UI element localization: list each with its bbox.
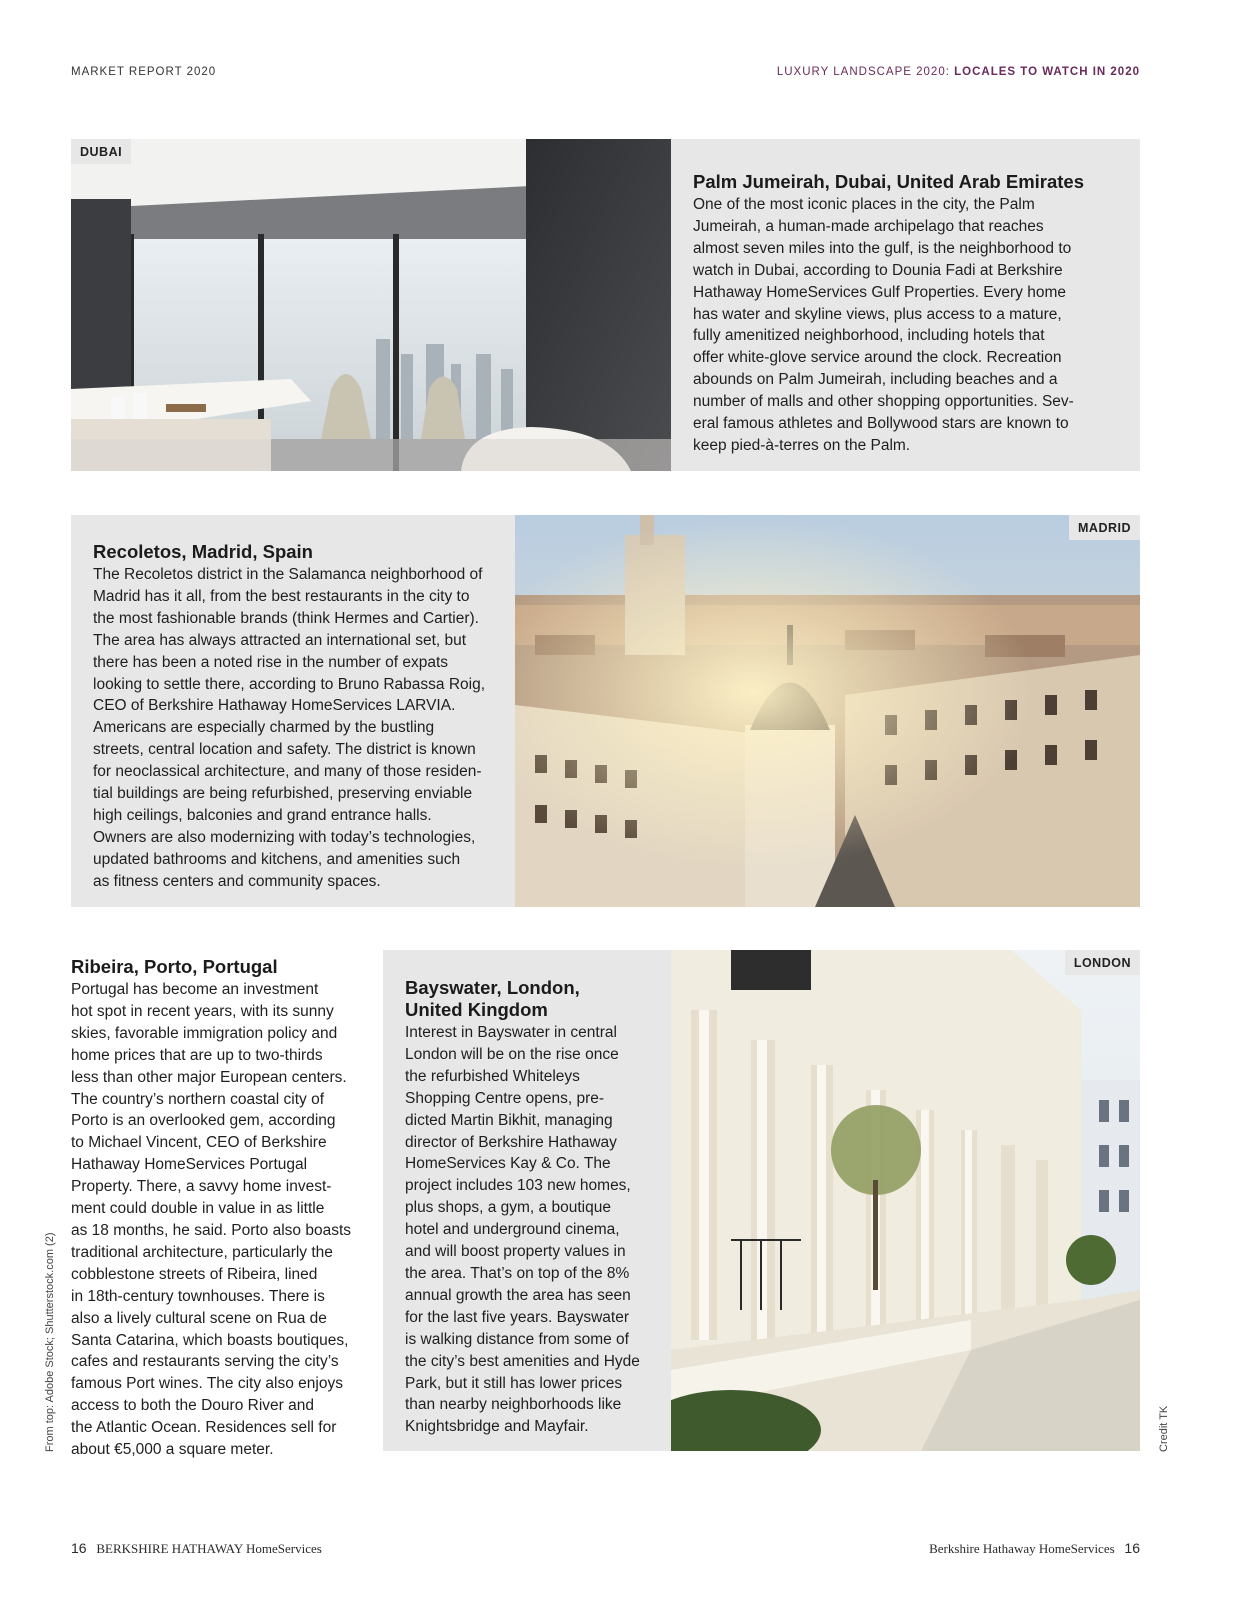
running-header-left: MARKET REPORT 2020 <box>71 66 217 78</box>
dubai-line: fully amenitized neighborhood, including hotels that <box>693 327 1045 345</box>
porto-line: in 18th-century townhouses. There is <box>71 1287 325 1305</box>
madrid-line: high ceilings, balconies and grand entrance halls. <box>93 806 432 824</box>
madrid-line: Americans are especially charmed by the bustling <box>93 719 435 737</box>
porto-line: Hathaway HomeServices Portugal <box>71 1156 308 1174</box>
dubai-line: watch in Dubai, according to Dounia Fadi at Berkshire <box>693 261 1063 279</box>
london-line: director of Berkshire Hathaway <box>405 1133 617 1151</box>
madrid-location-label: MADRID <box>1069 515 1140 540</box>
london-line: project includes 103 new homes, <box>405 1177 631 1195</box>
london-body <box>405 1022 640 1438</box>
madrid-title: Recoletos, Madrid, Spain <box>93 541 313 562</box>
london-title-line: Bayswater, London, <box>405 977 580 998</box>
london-line: the city’s best amenities and Hyde <box>405 1352 640 1370</box>
madrid-line: updated bathrooms and kitchens, and amenities such <box>93 850 461 868</box>
london-line: Interest in Bayswater in central <box>405 1024 617 1041</box>
london-line: dicted Martin Bikhit, managing <box>405 1111 613 1129</box>
london-line: the refurbished Whiteleys <box>405 1067 580 1085</box>
dubai-line: offer white-glove service around the clock. Recreation <box>693 349 1062 367</box>
dubai-line: has water and skyline views, plus access to a mature, <box>693 305 1062 323</box>
madrid-line: the most fashionable brands (think Hermes and Cartier). <box>93 609 479 627</box>
london-line: than nearby neighborhoods like <box>405 1396 622 1414</box>
porto-line: access to both the Douro River and <box>71 1397 314 1415</box>
porto-line: The country’s northern coastal city of <box>71 1090 325 1108</box>
madrid-line: there has been a noted rise in the number of expats <box>93 653 449 671</box>
dubai-line: almost seven miles into the gulf, is the neighborhood to <box>693 239 1072 257</box>
dubai-line: One of the most iconic places in the city, the Palm <box>693 196 1035 213</box>
porto-line: hot spot in recent years, with its sunny <box>71 1002 334 1020</box>
porto-line: cafes and restaurants serving the city’s <box>71 1353 339 1371</box>
dubai-body <box>693 194 1074 457</box>
madrid-line: The Recoletos district in the Salamanca neighborhood of <box>93 566 483 583</box>
photo-credit-right: Credit TK <box>1158 1405 1170 1452</box>
london-title <box>405 977 580 1021</box>
dubai-line: Jumeirah, a human-made archipelago that reaches <box>693 217 1044 235</box>
porto-line: ment could double in value in as little <box>71 1200 325 1218</box>
london-line: HomeServices Kay & Co. The <box>405 1155 611 1173</box>
porto-line: home prices that are up to two-thirds <box>71 1046 323 1064</box>
london-line: the area. That’s on top of the 8% <box>405 1264 630 1282</box>
porto-line: Porto is an overlooked gem, according <box>71 1112 336 1130</box>
madrid-line: The area has always attracted an international set, but <box>93 631 467 649</box>
madrid-line: Owners are also modernizing with today’s technologies, <box>93 828 476 846</box>
porto-line: Portugal has become an investment <box>71 981 319 998</box>
dubai-line: keep pied-à-terres on the Palm. <box>693 436 911 454</box>
london-line: London will be on the rise once <box>405 1045 619 1063</box>
dubai-line: abounds on Palm Jumeirah, including beaches and a <box>693 371 1058 389</box>
header-right-prefix: LUXURY LANDSCAPE 2020: <box>776 66 955 78</box>
porto-line: Property. There, a savvy home invest- <box>71 1178 332 1196</box>
porto-line: skies, favorable immigration policy and <box>71 1024 338 1042</box>
london-photo <box>671 950 1140 1451</box>
london-line: Park, but it still has lower prices <box>405 1374 623 1392</box>
porto-line: famous Port wines. The city also enjoys <box>71 1375 343 1393</box>
page-number-right: 16 <box>1124 1540 1140 1556</box>
dubai-line: Hathaway HomeServices Gulf Properties. Every home <box>693 283 1067 301</box>
porto-line: Santa Catarina, which boasts boutiques, <box>71 1331 349 1349</box>
london-line: hotel and underground cinema, <box>405 1221 620 1239</box>
porto-line: as 18 months, he said. Porto also boasts <box>71 1221 352 1239</box>
london-line: plus shops, a gym, a boutique <box>405 1199 611 1217</box>
porto-line: about €5,000 a square meter. <box>71 1441 274 1459</box>
dubai-line: number of malls and other shopping opportunities. Sev- <box>693 393 1074 411</box>
madrid-line: CEO of Berkshire Hathaway HomeServices LARVIA. <box>93 697 456 715</box>
london-line: for the last five years. Bayswater <box>405 1308 629 1326</box>
london-line: and will boost property values in <box>405 1243 626 1261</box>
footer-left <box>71 1540 322 1557</box>
running-header-right <box>777 66 1140 78</box>
london-line: is walking distance from some of <box>405 1330 629 1348</box>
madrid-line: streets, central location and safety. The district is known <box>93 741 476 759</box>
london-title-line: United Kingdom <box>405 999 548 1020</box>
page-number-left: 16 <box>71 1540 87 1556</box>
footer-brand-left: BERKSHIRE HATHAWAY HomeServices <box>96 1541 322 1556</box>
london-location-label: LONDON <box>1065 950 1140 975</box>
madrid-line: looking to settle there, according to Bruno Rabassa Roig, <box>93 675 486 693</box>
dubai-line: eral famous athletes and Bollywood stars are known to <box>693 415 1069 433</box>
madrid-line: Madrid has it all, from the best restaurants in the city to <box>93 587 470 605</box>
porto-line: the Atlantic Ocean. Residences sell for <box>71 1419 337 1437</box>
london-line: Knightsbridge and Mayfair. <box>405 1418 589 1436</box>
footer-brand-right: Berkshire Hathaway HomeServices <box>929 1541 1115 1556</box>
porto-line: traditional architecture, particularly the <box>71 1243 333 1261</box>
header-right-bold: LOCALES TO WATCH IN 2020 <box>954 66 1140 78</box>
porto-title: Ribeira, Porto, Portugal <box>71 956 278 977</box>
dubai-location-label: DUBAI <box>71 139 131 164</box>
porto-line: less than other major European centers. <box>71 1068 347 1086</box>
madrid-line: as fitness centers and community spaces. <box>93 872 381 890</box>
madrid-line: for neoclassical architecture, and many of those residen- <box>93 763 482 781</box>
porto-line: cobblestone streets of Ribeira, lined <box>71 1265 318 1283</box>
porto-body <box>71 979 351 1461</box>
dubai-photo <box>71 139 671 471</box>
porto-line: also a lively cultural scene on Rua de <box>71 1309 327 1327</box>
photo-credit-left: From top: Adobe Stock; Shutterstock.com (2) <box>44 1232 56 1452</box>
london-line: annual growth the area has seen <box>405 1286 631 1304</box>
madrid-line: tial buildings are being refurbished, preserving enviable <box>93 785 473 803</box>
madrid-photo <box>515 515 1140 907</box>
footer-right <box>929 1540 1140 1557</box>
london-line: Shopping Centre opens, pre- <box>405 1089 605 1107</box>
porto-line: to Michael Vincent, CEO of Berkshire <box>71 1134 327 1152</box>
madrid-body <box>93 564 485 893</box>
dubai-title: Palm Jumeirah, Dubai, United Arab Emirates <box>693 171 1085 192</box>
